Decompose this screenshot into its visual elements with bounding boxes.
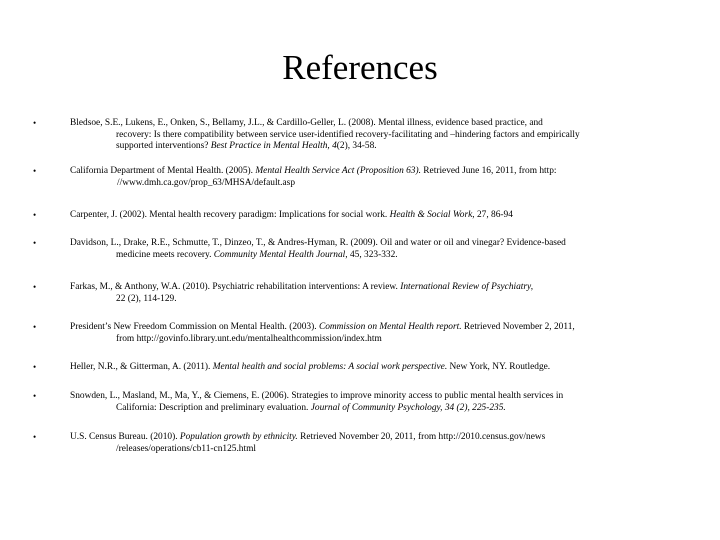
- reference-segment: 27, 86-94: [474, 210, 513, 220]
- reference-italic-segment: Community Mental Health Journal: [213, 249, 346, 260]
- reference-line: [70, 210, 688, 222]
- reference-line: [70, 444, 688, 456]
- reference-italic-segment: Population growth by ethnicity.: [179, 432, 298, 442]
- reference-segment: Snowden, L., Masland, M., Ma, Y., & Ciemens, E. (2006). Strategies to improve minority access to public mental health services in: [70, 391, 564, 401]
- bullet-icon: •: [33, 238, 37, 248]
- bullet-icon: •: [33, 362, 37, 372]
- reference-italic-segment: Health & Social Work,: [389, 210, 475, 220]
- reference-line: [70, 362, 688, 374]
- bullet-icon: •: [33, 432, 37, 442]
- reference-text: [70, 282, 688, 305]
- reference-line: [70, 334, 688, 346]
- reference-italic-segment: Commission on Mental Health report.: [318, 322, 462, 332]
- reference-segment: (2), 34-58.: [336, 141, 377, 151]
- reference-line: [70, 322, 688, 334]
- reference-italic-segment: Journal of Community Psychology, 34 (2), 225-235.: [310, 402, 506, 413]
- reference-line: [70, 178, 688, 190]
- reference-italic-segment: International Review of Psychiatry,: [400, 282, 534, 292]
- reference-text: [70, 432, 688, 455]
- reference-line: [70, 141, 688, 153]
- reference-segment: Farkas, M., & Anthony, W.A. (2010). Psychiatric rehabilitation interventions: A review.: [70, 282, 401, 292]
- reference-text: [70, 210, 688, 222]
- reference-segment: , 45, 323-332.: [345, 249, 398, 260]
- reference-segment: California Department of Mental Health. (2005).: [70, 166, 256, 176]
- reference-segment: Davidson, L., Drake, R.E., Schmutte, T., Dinzeo, T., & Andres-Hyman, R. (2009). Oil and water or oil and vinegar? Evidence-based: [70, 238, 566, 248]
- reference-segment: Heller, N.R., & Gitterman, A. (2011).: [70, 362, 213, 372]
- reference-segment: President’s New Freedom Commission on Mental Health. (2003).: [70, 322, 319, 332]
- reference-segment: Retrieved November 2, 2011,: [461, 322, 575, 332]
- reference-text: [70, 118, 688, 153]
- reference-segment: Retrieved June 16, 2011, from http:: [420, 166, 557, 176]
- reference-segment: U.S. Census Bureau. (2010).: [70, 432, 180, 442]
- reference-text: [70, 322, 688, 345]
- reference-segment: California: Description and preliminary evaluation.: [116, 402, 311, 413]
- reference-segment: New York, NY. Routledge.: [447, 362, 551, 372]
- reference-line: [70, 238, 688, 250]
- reference-text: [70, 238, 688, 261]
- bullet-icon: •: [33, 391, 37, 401]
- reference-line: [70, 432, 688, 444]
- reference-segment: supported interventions?: [116, 141, 211, 151]
- bullet-icon: •: [33, 166, 37, 176]
- reference-segment: Bledsoe, S.E., Lukens, E., Onken, S., Bellamy, J.L., & Cardillo-Geller, L. (2008). Mental illness, evidence based practice, and: [70, 118, 543, 128]
- reference-italic-segment: Mental health and social problems: A social work perspective.: [212, 362, 448, 372]
- reference-line: [70, 391, 688, 403]
- reference-text: [70, 166, 688, 189]
- reference-segment: from http://govinfo.library.unt.edu/mentalhealthcommission/index.htm: [116, 333, 382, 344]
- reference-segment: medicine meets recovery.: [116, 249, 214, 260]
- reference-segment: 22 (2), 114-129.: [116, 293, 177, 304]
- reference-line: [70, 166, 688, 178]
- bullet-icon: •: [33, 322, 37, 332]
- reference-segment: /releases/operations/cb11-cn125.html: [116, 443, 256, 454]
- bullet-icon: •: [33, 118, 37, 128]
- reference-line: [70, 130, 688, 142]
- reference-text: [70, 391, 688, 414]
- reference-segment: recovery: Is there compatibility between service user-identified recovery-facilitating and –hindering factors and empirically: [116, 129, 580, 140]
- slide-title: References: [282, 48, 438, 87]
- reference-line: [70, 118, 688, 130]
- bullet-icon: •: [33, 282, 37, 292]
- reference-line: [70, 250, 688, 262]
- reference-line: [70, 403, 688, 415]
- reference-text: [70, 362, 688, 374]
- reference-line: [70, 294, 688, 306]
- bullet-icon: •: [33, 210, 37, 220]
- reference-italic-segment: Mental Health Service Act (Proposition 63).: [255, 166, 421, 176]
- reference-segment: Carpenter, J. (2002). Mental health recovery paradigm: Implications for social work.: [70, 210, 390, 220]
- reference-segment: //www.dmh.ca.gov/prop_63/MHSA/default.asp: [117, 177, 296, 188]
- reference-line: [70, 282, 688, 294]
- reference-italic-segment: Best Practice in Mental Health, 4: [210, 141, 337, 151]
- reference-segment: Retrieved November 20, 2011, from http://2010.census.gov/news: [297, 432, 546, 442]
